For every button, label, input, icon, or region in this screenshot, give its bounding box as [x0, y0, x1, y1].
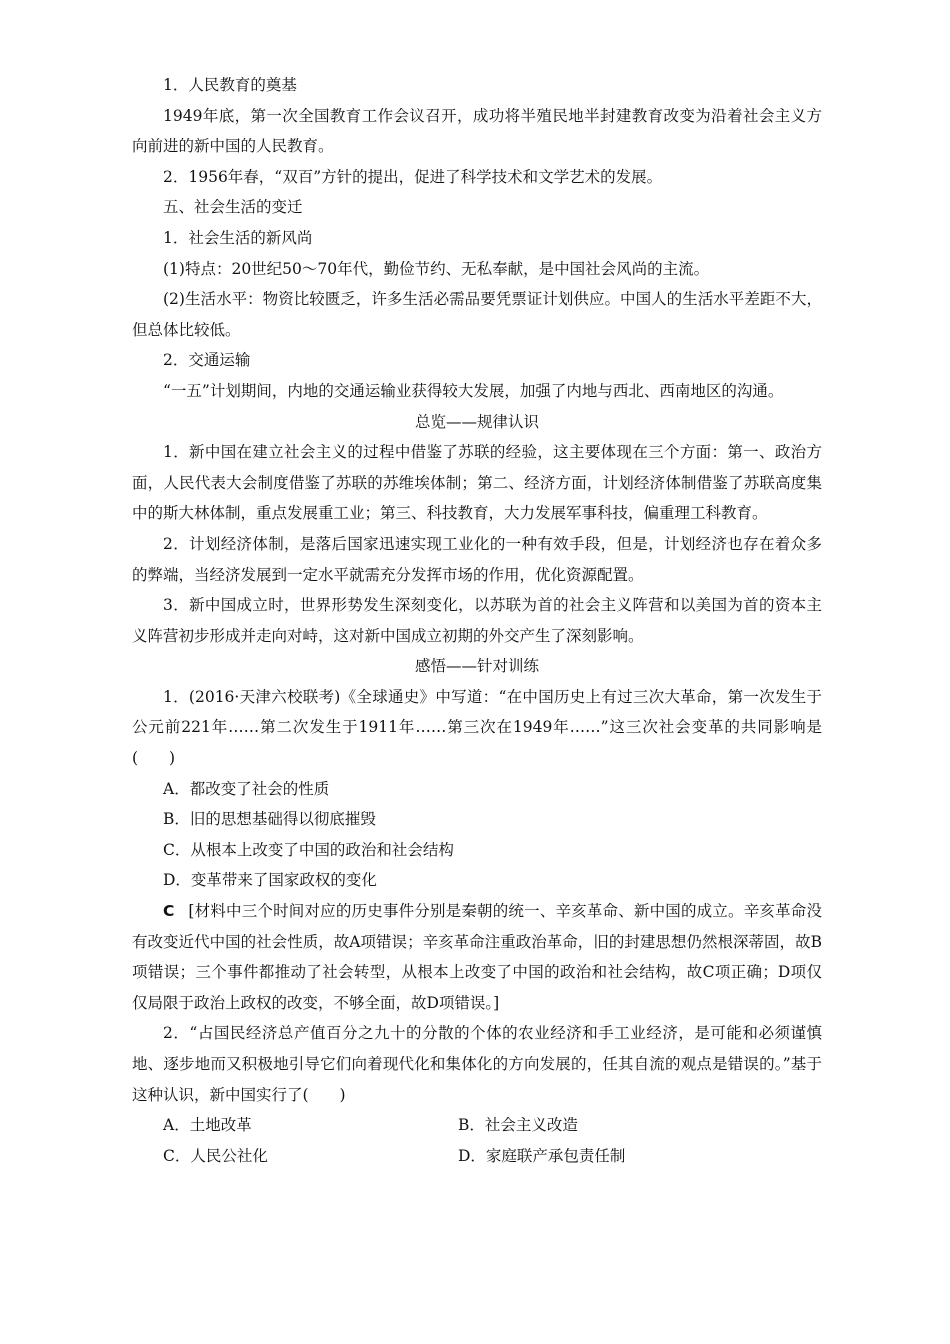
overview-heading: 总览——规律认识	[414, 412, 539, 431]
sec4-item1-text: 1949年底，第一次全国教育工作会议召开，成功将半殖民地半封建教育改变为沿着社会主义方向前进的新中国的人民教育。	[132, 106, 822, 156]
question-2-option-a: A．土地改革	[163, 1116, 252, 1135]
sec5-item1-title: 1．社会生活的新风尚	[163, 228, 313, 247]
question-2-options-row-2	[132, 1141, 822, 1172]
question-1-answer	[132, 896, 822, 1018]
sec4-item1-title: 1．人民教育的奠基	[163, 76, 297, 94]
question-1-stem: 1．(2016·天津六校联考)《全球通史》中写道：“在中国历史上有过三次大革命，第一次发生于公元前221年……第二次发生于1911年……第三次在1949年……”这三次社会变革的共同影响是( )	[132, 687, 822, 768]
question-1-option-c: C．从根本上改变了中国的政治和社会结构	[163, 840, 454, 859]
question-2-option-c: C．人民公社化	[163, 1146, 268, 1165]
question-2-option-b: B．社会主义改造	[458, 1116, 578, 1135]
question-1-option-d: D．变革带来了国家政权的变化	[163, 871, 377, 890]
question-1-option-a: A．都改变了社会的性质	[163, 779, 330, 798]
answer-explanation: [材料中三个时间对应的历史事件分别是秦朝的统一、辛亥革命、新中国的成立。辛亥革命没有改变近代中国的社会性质，故A项错误；辛亥革命注重政治革命，旧的封建思想仍然根深蒂固，故B项错误；三个事件都推动了社会转型，从根本上改变了中国的政治和社会结构，故C项正确；D项仅仅局限于政治上政权的改变，不够全面，故D项错误。]	[132, 902, 822, 1012]
overview-p3: 3．新中国成立时，世界形势发生深刻变化，以苏联为首的社会主义阵营和以美国为首的资本主义阵营初步形成并走向对峙，这对新中国成立初期的外交产生了深刻影响。	[132, 596, 822, 645]
sec4-item2: 2．1956年春，“双百”方针的提出，促进了科学技术和文学艺术的发展。	[163, 167, 663, 186]
question-2-stem: 2．“占国民经济总产值百分之九十的分散的个体的农业经济和手工业经济，是可能和必须谨慎地、逐步地而又积极地引导它们向着现代化和集体化的方向发展的，任其自流的观点是错误的。”基于这种认识，新中国实行了( )	[132, 1024, 822, 1104]
sec5-item2-text: “一五”计划期间，内地的交通运输业获得较大发展，加强了内地与西北、西南地区的沟通。	[163, 381, 784, 400]
answer-letter: C	[163, 902, 175, 921]
question-1-option-b: B．旧的思想基础得以彻底摧毁	[163, 810, 376, 829]
sec5-item1-a: (1)特点：20世纪50～70年代，勤俭节约、无私奉献，是中国社会风尚的主流。	[163, 259, 710, 278]
overview-p1: 1．新中国在建立社会主义的过程中借鉴了苏联的经验，这主要体现在三个方面：第一、政治方面，人民代表大会制度借鉴了苏联的苏维埃体制；第二、经济方面，计划经济体制借鉴了苏联高度集中的斯大林体制，重点发展重工业；第三、科技教育，大力发展军事科技，偏重理工科教育。	[132, 443, 822, 523]
sec5-item2-title: 2．交通运输	[163, 351, 251, 370]
training-heading: 感悟——针对训练	[414, 657, 539, 676]
sec5-item1-b: (2)生活水平：物资比较匮乏，许多生活必需品要凭票证计划供应。中国人的生活水平差距不大，但总体比较低。	[132, 290, 822, 339]
question-2-options-row-1	[132, 1110, 822, 1141]
question-2-option-d: D．家庭联产承包责任制	[458, 1146, 626, 1165]
overview-p2: 2．计划经济体制，是落后国家迅速实现工业化的一种有效手段，但是，计划经济也存在着众多的弊端，当经济发展到一定水平就需充分发挥市场的作用，优化资源配置。	[132, 534, 822, 584]
document-body	[132, 70, 822, 1171]
sec5-heading: 五、社会生活的变迁	[163, 198, 303, 217]
